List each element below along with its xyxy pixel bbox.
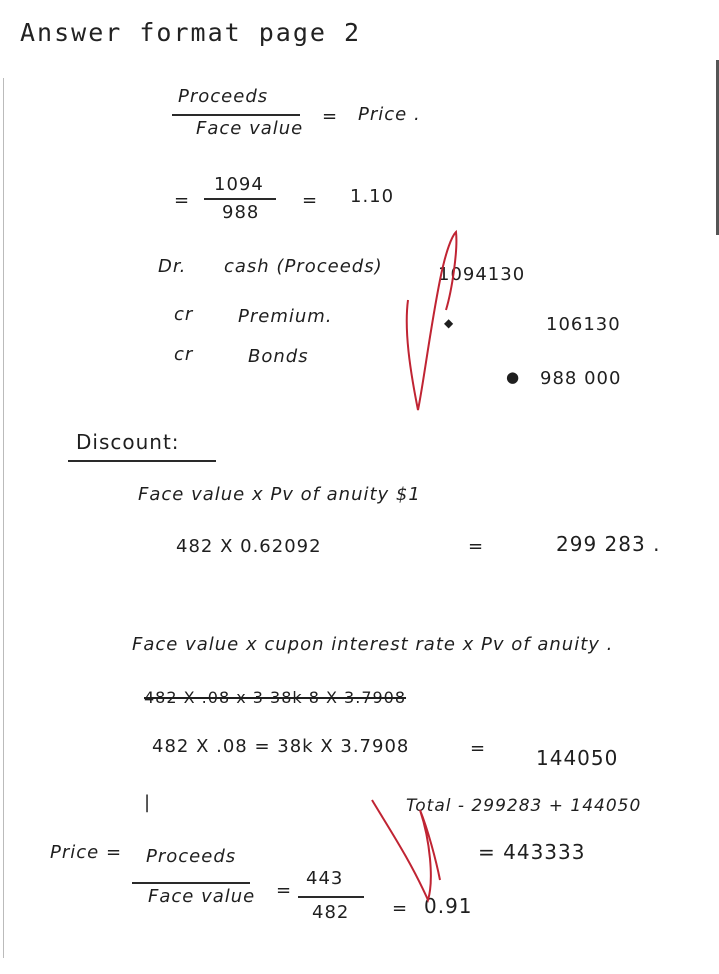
calc-numerator: 1094 [214, 174, 264, 195]
price-result: 0.91 [424, 894, 473, 918]
formula-text: Face value x Pv of anuity $1 [138, 484, 421, 505]
calc-text: 482 X 0.62092 [176, 536, 322, 557]
price-den2: 482 [312, 902, 350, 923]
calc-equals: = [174, 190, 191, 211]
journal-account: Bonds [248, 346, 309, 367]
calc-equals: = [470, 738, 487, 759]
section-heading: Discount: [76, 430, 180, 454]
journal-amount: 988 000 [540, 368, 622, 389]
price-equals: = [276, 880, 293, 901]
price-label: Price = [50, 842, 123, 863]
formula-text: Face value x cupon interest rate x Pv of anuity . [132, 634, 614, 655]
journal-type: cr [174, 344, 194, 365]
page-title: Answer format page 2 [20, 18, 362, 47]
journal-account: Premium. [238, 306, 333, 327]
price-denominator: Face value [148, 886, 256, 907]
journal-type: Dr. [158, 256, 187, 277]
calc-denominator: 988 [222, 202, 260, 223]
struck-calc: 482 X .08 x 3 38k 8 X 3.7908 [144, 688, 407, 707]
calc-result: 144050 [536, 746, 619, 770]
calc-result: 1.10 [350, 186, 395, 207]
price-numerator: Proceeds [146, 846, 237, 867]
calc-result: 299 283 . [556, 532, 661, 556]
calc-text: 482 X .08 = 38k X 3.7908 [152, 736, 410, 757]
scribble-mark: ● [506, 368, 521, 386]
price-num2: 443 [306, 868, 344, 889]
formula-result: Price . [358, 104, 421, 125]
total-label: Total - 299283 + 144050 [406, 796, 642, 816]
journal-amount: 1094130 [438, 264, 526, 285]
journal-account: cash (Proceeds) [224, 256, 383, 277]
margin-mark: | [144, 792, 152, 813]
calc-equals: = [468, 536, 485, 557]
formula-denominator: Face value [196, 118, 304, 139]
formula-equals: = [322, 106, 339, 127]
journal-type: cr [174, 304, 194, 325]
calc-equals-2: = [302, 190, 319, 211]
formula-numerator: Proceeds [178, 86, 269, 107]
total-result: = 443333 [478, 840, 586, 864]
price-equals-2: = [392, 898, 409, 919]
journal-amount: 106130 [546, 314, 621, 335]
bullet-mark: ◆ [444, 316, 455, 330]
